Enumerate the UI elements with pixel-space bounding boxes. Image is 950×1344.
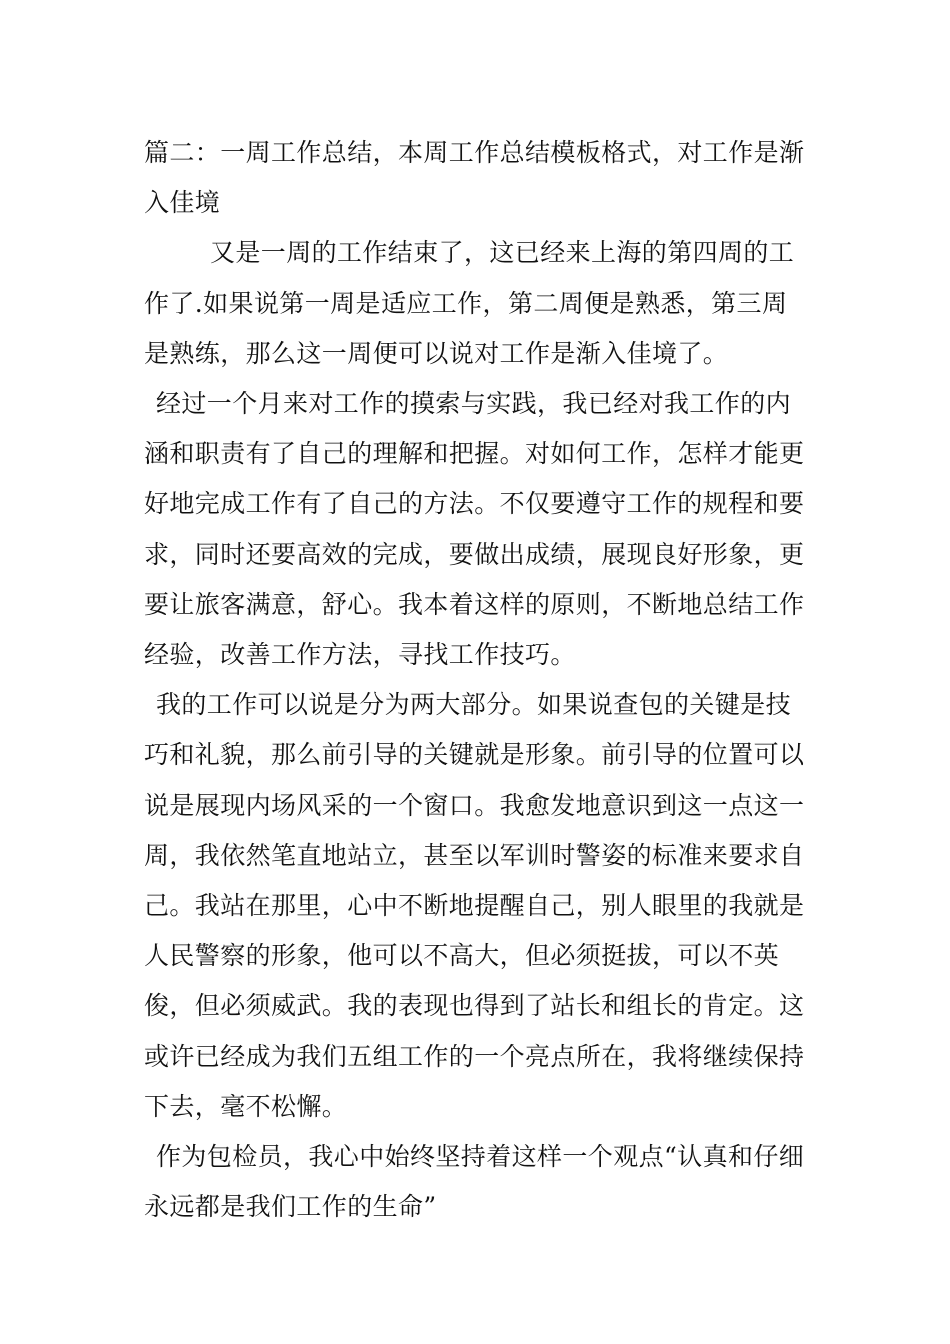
paragraph-inspector-view: 作为包检员，我心中始终坚持着这样一个观点“认真和仔细永远都是我们工作的生命” (144, 1142, 805, 1222)
paragraph-work-practice: 经过一个月来对工作的摸索与实践，我已经对我工作的内涵和职责有了自己的理解和把握。对如何工作，怎样才能更好地完成工作有了自己的方法。不仅要遵守工作的规程和要求，同时还要高效的完成，要做出成绩，展现良好形象，更要让旅客满意，舒心。我本着这样的原则，不断地总结工作经验，改善工作方法，寻找工作技巧。 (144, 389, 805, 670)
document-body (144, 128, 808, 1232)
paragraph-work-parts: 我的工作可以说是分为两大部分。如果说查包的关键是技巧和礼貌，那么前引导的关键就是形象。前引导的位置可以说是展现内场风采的一个窗口。我愈发地意识到这一点这一周，我依然笔直地站立，甚至以军训时警姿的标准来要求自己。我站在那里，心中不断地提醒自己，别人眼里的我就是人民警察的形象，他可以不高大，但必须挺拔，可以不英俊，但必须威武。我的表现也得到了站长和组长的肯定。这或许已经成为我们五组工作的一个亮点所在，我将继续保持下去，毫不松懈。 (144, 690, 805, 1121)
paragraph-week-summary: 又是一周的工作结束了，这已经来上海的第四周的工作了.如果说第一周是适应工作，第二周便是熟悉，第三周是熟练，那么这一周便可以说对工作是渐入佳境了。 (144, 238, 795, 368)
document-title: 篇二：一周工作总结，本周工作总结模板格式，对工作是渐入佳境 (144, 138, 805, 218)
